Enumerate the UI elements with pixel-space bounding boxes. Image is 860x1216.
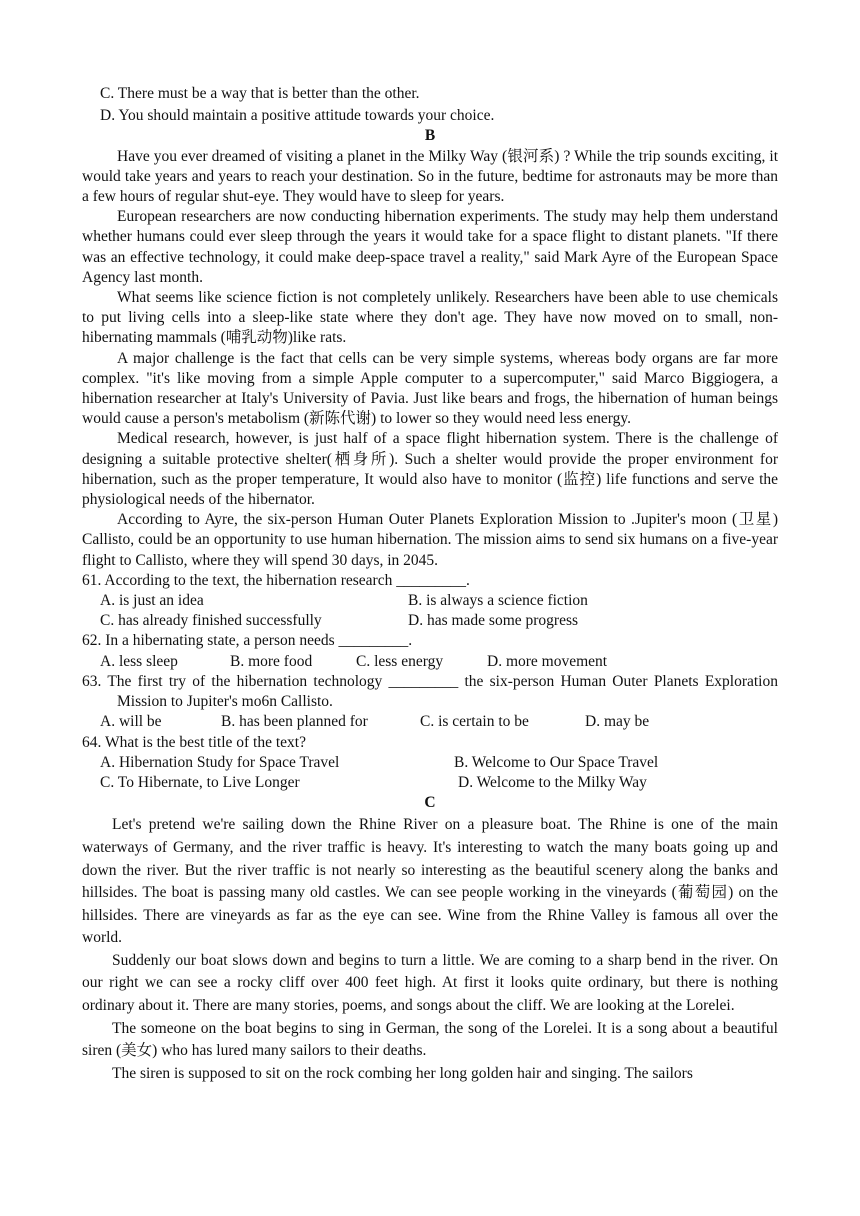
document-page	[82, 84, 778, 1085]
section-b-paragraph-2: European researchers are now conducting hibernation experiments. The study may help them understand whether humans could ever sleep through the years it would take for a space flight to distant planets. "If there was an effective technology, it could make deep-space travel a reality," said Mark Ayre of the European Space Agency last month.	[82, 208, 778, 286]
question-63-options	[82, 712, 778, 732]
question-61-option-b: B. is always a science fiction	[408, 592, 588, 610]
section-c-heading: C	[424, 794, 436, 812]
question-62-option-c: C. less energy	[356, 652, 444, 670]
question-61-stem: 61. According to the text, the hibernation research _________.	[82, 571, 470, 589]
question-64	[82, 733, 778, 794]
section-b-paragraph-4: A major challenge is the fact that cells can be very simple systems, whereas body organs are far more complex. "it's like moving from a simple Apple computer to a supercomputer," said Marco Biggiogera, a hibernation researcher at Italy's University of Pavia. Just like bears and frogs, the hibernation of human beings would cause a person's metabolism (新陈代谢) to lower so they would need less energy.	[82, 349, 778, 428]
question-62-option-b: B. more food	[230, 652, 313, 670]
question-63	[82, 672, 778, 733]
section-c-passage	[82, 814, 778, 1085]
question-62	[82, 631, 778, 671]
section-c-paragraph-3: The someone on the boat begins to sing in German, the song of the Lorelei. It is a song about a beautiful siren (美女) who has lured many sailors to their deaths.	[82, 1019, 778, 1060]
question-64-stem: 64. What is the best title of the text?	[82, 733, 306, 751]
question-63-option-a: A. will be	[100, 713, 162, 731]
section-b-paragraph-1: Have you ever dreamed of visiting a planet in the Milky Way (银河系) ? While the trip sounds exciting, it would take years and years to reach your destination. So in the future, bedtime for astronauts may be more than a few hours of regular shut-eye. They would have to sleep for years.	[82, 147, 778, 206]
section-c-paragraph-4: The siren is supposed to sit on the rock combing her long golden hair and singing. The sailors	[112, 1064, 693, 1082]
section-c-paragraph-2: Suddenly our boat slows down and begins to turn a little. We are coming to a sharp bend in the river. On our right we can see a rocky cliff over 400 feet high. At first it looks quite ordinary, but there is nothing ordinary about it. There are many stories, poems, and songs about the cliff. We are looking at the Lorelei.	[82, 951, 778, 1015]
section-b-heading: B	[424, 127, 436, 145]
question-64-option-a: A. Hibernation Study for Space Travel	[100, 753, 340, 771]
question-63-stem: 63. The first try of the hibernation technology _________ the six-person Human Outer Planets Exploration Mission to Jupiter's mo6n Callisto.	[82, 672, 778, 711]
question-61-options-row-1	[82, 591, 778, 611]
section-b-paragraph-5: Medical research, however, is just half of a space flight hibernation system. There is the challenge of designing a suitable protective shelter(栖身所). Such a shelter would provide the proper environment for hibernation, such as the proper temperature, It would also have to monitor (监控) life functions and serve the physiological needs of the hibernator.	[82, 430, 778, 509]
question-63-option-d: D. may be	[585, 713, 650, 731]
question-63-option-c: C. is certain to be	[420, 713, 529, 731]
question-62-option-a: A. less sleep	[100, 652, 178, 670]
question-61	[82, 571, 778, 632]
section-b-passage	[82, 147, 778, 571]
prev-option-d: D. You should maintain a positive attitude towards your choice.	[100, 107, 495, 125]
section-b-paragraph-3: What seems like science fiction is not completely unlikely. Researchers have been able to use chemicals to put living cells into a sleep-like state where they don't age. They have now moved on to small, non-hibernating mammals (哺乳动物)like rats.	[82, 289, 778, 347]
question-64-option-d: D. Welcome to the Milky Way	[458, 773, 647, 791]
question-64-option-c: C. To Hibernate, to Live Longer	[100, 773, 300, 791]
question-64-option-b: B. Welcome to Our Space Travel	[454, 753, 659, 771]
question-61-option-d: D. has made some progress	[408, 612, 579, 630]
question-64-options-row-1	[82, 753, 778, 773]
section-c-paragraph-1: Let's pretend we're sailing down the Rhine River on a pleasure boat. The Rhine is one of the main waterways of Germany, and the river traffic is heavy. It's interesting to watch the many boats going up and down the river. But the river traffic is not nearly so interesting as the beautiful scenery along the banks and hillsides. The boat is passing many old castles. We can see people working in the vineyards (葡萄园) on the hillsides. There are vineyards as far as the eye can see. Wine from the Rhine Valley is famous all over the world.	[82, 816, 778, 947]
question-61-options-row-2	[82, 611, 778, 631]
question-62-stem: 62. In a hibernating state, a person needs _________.	[82, 632, 413, 650]
question-61-option-a: A. is just an idea	[100, 592, 204, 610]
question-64-options-row-2	[82, 773, 778, 793]
question-62-option-d: D. more movement	[487, 652, 608, 670]
question-61-option-c: C. has already finished successfully	[100, 612, 322, 630]
question-63-option-b: B. has been planned for	[221, 713, 368, 731]
prev-option-c: C. There must be a way that is better than the other.	[100, 85, 420, 102]
question-62-options	[82, 652, 778, 672]
section-b-paragraph-6: According to Ayre, the six-person Human Outer Planets Exploration Mission to .Jupiter's moon (卫星) Callisto, could be an opportunity to use human hibernation. The mission aims to send six humans on a five-year flight to Callisto, where they will spend 30 days, in 2045.	[82, 511, 778, 569]
